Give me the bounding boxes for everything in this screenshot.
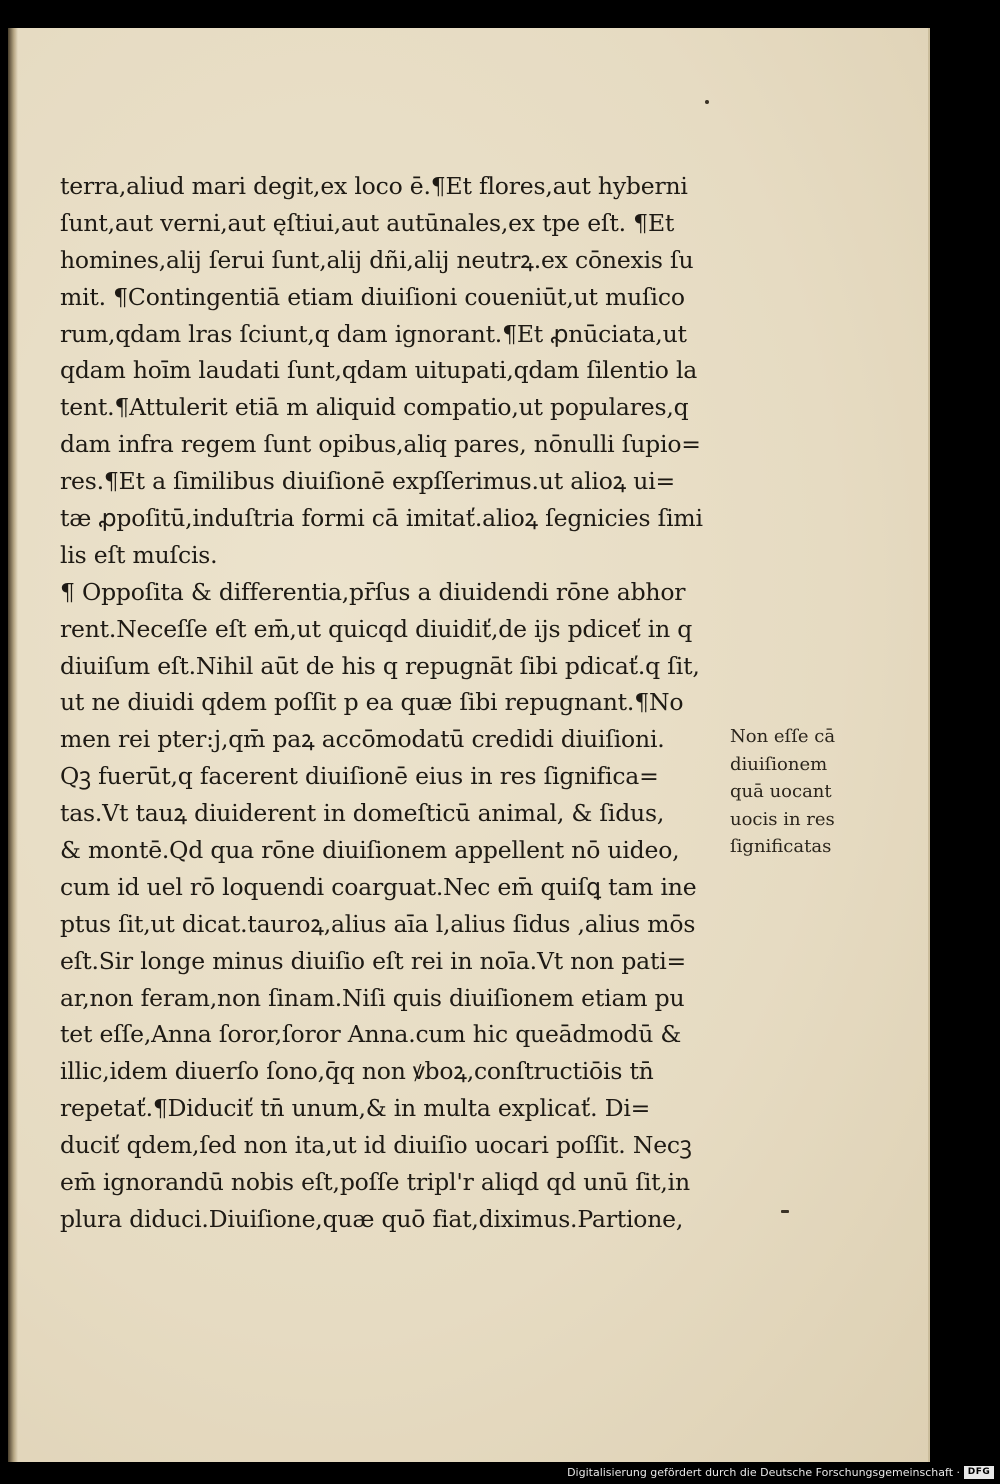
- text-line: tet eſſe,Anna ſoror,ſoror Anna.cum hic queādmodū &: [60, 1020, 682, 1049]
- text-line: repetať.¶Diduciť tn̄ unum,& in multa explicať. Di=: [60, 1094, 651, 1123]
- ink-speck: [781, 1210, 789, 1213]
- marginal-note-line: diuiſionem: [730, 753, 828, 775]
- text-line: men rei pter:j,qm̄ paꝝ accōmodatū credidi diuiſioni.: [60, 725, 665, 754]
- text-line: plura diduci.Diuiſione,quæ quō fiat,diximus.Partione,: [60, 1204, 684, 1233]
- text-line: ar,non feram,non ſinam.Niſi quis diuiſionem etiam pu: [60, 983, 685, 1012]
- dfg-logo: DFG: [964, 1466, 994, 1479]
- ink-speck: [705, 100, 709, 104]
- marginal-note-line: quā uocant: [730, 781, 832, 802]
- marginal-note-line: Non eſſe cā: [730, 726, 836, 747]
- footer-credit: Digitalisierung gefördert durch die Deutsche Forschungsgemeinschaft ·: [567, 1466, 960, 1479]
- text-line: qdam hoīm laudati ſunt,qdam uitupati,qdam ſilentio la: [60, 356, 698, 385]
- text-line: tæ ꝓpoſitū,induſtria formi cā imitať.alioꝝ ſegnicies ſimi: [60, 504, 703, 533]
- page-binding-edge: [8, 28, 18, 1462]
- text-line: rum,qdam lras ſciunt,q dam ignorant.¶Et ꝓnūciata,ut: [60, 319, 687, 348]
- book-page: [8, 28, 930, 1462]
- text-line: homines,alij ſerui ſunt,alij dñi,alij neutrꝝ.ex cōnexis ſu: [60, 245, 694, 274]
- text-line: ptus ſit,ut dicat.tauroꝝ,alius aīa l,alius ſidus ,alius mōs: [60, 909, 696, 938]
- text-line: illic,idem diuerſo ſono,q̄q non ꝟboꝝ,conſtructiōis tn̄: [60, 1057, 654, 1086]
- text-line: dam infra regem ſunt opibus,aliq pares, nōnulli ſupio=: [60, 430, 701, 459]
- text-line: ut ne diuidi qdem poſſit p ea quæ ſibi repugnant.¶No: [60, 688, 684, 717]
- marginal-note: [730, 723, 930, 861]
- text-line: diuiſum eſt.Nihil aūt de his q repugnāt ſibi pdicať.q ſit,: [60, 651, 700, 680]
- marginal-note-line: uocis in res: [730, 808, 835, 830]
- main-text-block: [60, 168, 724, 1238]
- text-line: rent.Neceſſe eſt em̄,ut quicqd diuidiť,de ijs pdiceť in q: [60, 614, 693, 643]
- text-line: eſt.Sir longe minus diuiſio eſt rei in noīa.Vt non pati=: [60, 946, 687, 975]
- text-line: duciť qdem,ſed non ita,ut id diuiſio uocari poſſit. Necꝫ: [60, 1131, 692, 1160]
- text-line: terra,aliud mari degit,ex loco ē.¶Et flores,aut hyberni: [60, 172, 688, 200]
- marginal-note-line: ſignificatas: [730, 836, 832, 857]
- text-line: ¶ Oppoſita & differentia,pr̄ſus a diuidendi rōne abhor: [60, 577, 686, 606]
- text-line: mit. ¶Contingentiā etiam diuiſioni coueniūt,ut muſico: [60, 282, 685, 311]
- text-line: cum id uel rō loquendi coarguat.Nec em̄ quiſꝗ tam ine: [60, 872, 697, 901]
- text-line: res.¶Et a ſimilibus diuiſionē expſſerimus.ut alioꝝ ui=: [60, 467, 676, 496]
- text-line: tas.Vt tauꝝ diuiderent in domeſticū animal, & ſidus,: [60, 799, 665, 828]
- text-line: Qꝫ fuerūt,q facerent diuiſionē eius in res ſignifica=: [60, 762, 659, 791]
- text-line: em̄ ignorandū nobis eſt,poſſe tripl'r aliqd qd unū ſit,in: [60, 1168, 690, 1197]
- text-line: & montē.Qd qua rōne diuiſionem appellent nō uideo,: [60, 836, 680, 865]
- text-line: ſunt,aut verni,aut ęſtiui,aut autūnales,ex tpe eſt. ¶Et: [60, 208, 675, 237]
- text-line: tent.¶Attulerit etiā m aliquid compatio,ut populares,q: [60, 393, 689, 422]
- text-line: lis eſt muſcis.: [60, 540, 218, 569]
